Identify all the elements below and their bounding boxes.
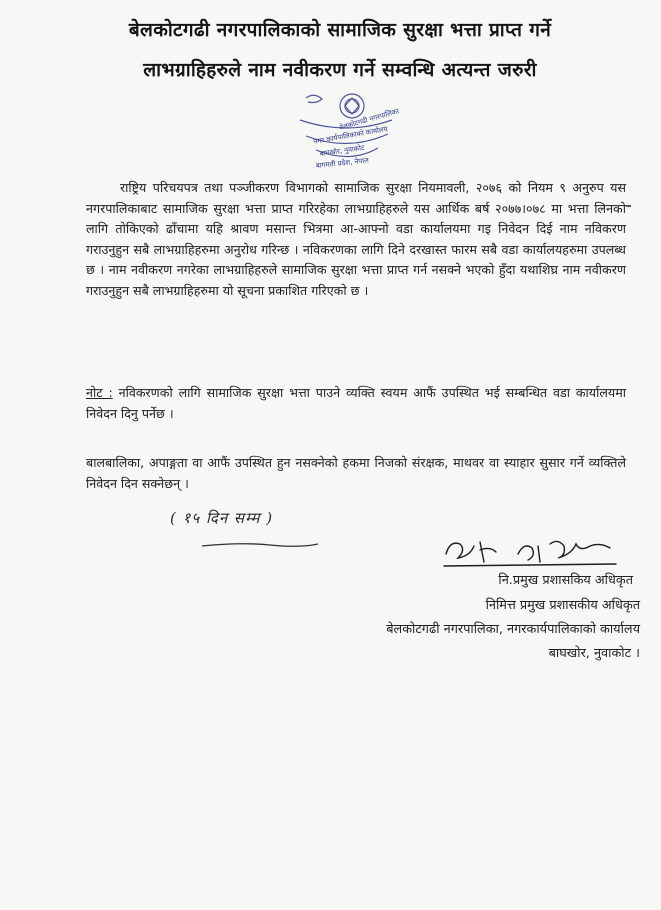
note-text: नविकरणको लागि सामाजिक सुरक्षा भत्ता पाउने व्यक्ति स्वयम आफैं उपस्थित भई सम्बन्धित वडा कार्यालयमा निवेदन दिनु पर्नेछ । — [86, 385, 626, 421]
seal-text-top: बेलकोटगढी नगरपालिका — [338, 107, 400, 132]
notice-note — [86, 383, 626, 424]
handwritten-underline — [200, 538, 320, 552]
office-seal-stamp — [292, 90, 402, 170]
notice-title-line-2: लाभग्राहिहरुले नाम नवीकरण गर्ने सम्वन्धि अत्यन्त जरुरी — [143, 59, 537, 81]
notice-title-line-1: बेलकोटगढी नगरपालिकाको सामाजिक सुरक्षा भत्ता प्राप्त गर्ने — [128, 19, 552, 41]
seal-text-mid: नगर कार्यपालिकाको कार्यालय — [312, 125, 389, 146]
seal-text-low: बाघखोर, नुवाकोट — [319, 143, 365, 158]
handwritten-signature — [440, 532, 620, 572]
signer-designation: निमित्त प्रमुख प्रशासकीय अधिकृत — [485, 598, 640, 613]
margin-mark — [626, 205, 631, 207]
office-name: बेलकोटगढी नगरपालिका, नगरकार्यपालिकाको कार्यालय — [386, 622, 640, 637]
office-address: बाघखोर, नुवाकोट । — [548, 646, 640, 661]
signer-name: नि.प्रमुख प्रशासकिय अधिकृत — [498, 573, 633, 588]
notice-paragraph-guardian: बालबालिका, अपाङ्गता वा आफैं उपस्थित हुन नसक्नेको हकमा निजको संरक्षक, माथवर वा स्याहार सुसार गर्ने व्यक्तिले निवेदन दिन सक्नेछन् । — [86, 455, 626, 491]
notice-paragraph-main: राष्ट्रिय परिचयपत्र तथा पञ्जीकरण विभागको सामाजिक सुरक्षा नियमावली, २०७६ को नियम ९ अनुरुप यस नगरपालिकाबाट सामाजिक सुरक्षा भत्ता प्राप्त गरिरहेका लाभग्राहिहरुले यस आर्थिक बर्ष २०७७।०७८ मा भत्ता लिनको लागि तोकिएको ढाँचामा यहि श्रावण मसान्त भित्रमा आ-आफ्नो वडा कार्यालयमा गइ निवेदन दिई नाम नविकरण गराउनुहुन सबै लाभग्राहिहरुमा अनुरोध गरिन्छ । नविकरणका लागि दिने दरखास्त फारम सबै वडा कार्यालयहरुमा उपलब्ध छ । नाम नवीकरण नगरेका लाभग्राहिहरुले सामाजिक सुरक्षा भत्ता प्राप्त गर्न नसक्ने भएको हुँदा यथाशिघ्र नाम नवीकरण गराउनुहुन सबै लाभग्राहिहरुमा यो सूचना प्रकाशित गरिएको छ । — [86, 180, 626, 298]
handwritten-note: ( १५ दिन सम्म ) — [170, 509, 274, 527]
seal-text-bottom: बागमती प्रदेश, नेपाल — [315, 156, 370, 170]
note-label: नोट : — [86, 385, 113, 400]
